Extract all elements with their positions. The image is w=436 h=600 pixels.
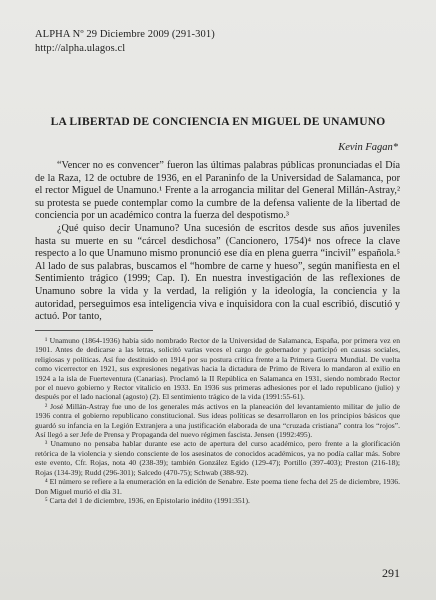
article-body bbox=[35, 160, 400, 324]
article-author: Kevin Fagan* bbox=[338, 142, 398, 153]
page-number: 291 bbox=[382, 566, 400, 580]
journal-citation: ALPHA Nº 29 Diciembre 2009 (291-301) bbox=[35, 29, 215, 40]
footnote-divider bbox=[35, 330, 153, 331]
journal-header bbox=[35, 28, 215, 56]
footnotes bbox=[35, 336, 400, 505]
body-paragraph: ¿Qué quiso decir Unamuno? Una sucesión de escritos desde sus años juveniles hasta su muerte en su “cárcel desdichosa” (Cancionero, 1754)⁴ nos ofrece la clave respecto a lo que Unamuno mismo pronunció ese día en plena guerra “incivil” española.⁵ Al lado de sus palabras, buscamos el “hombre de carne y hueso”, según manifiesta en el Sentimiento trágico (1999; Cap. I). En nuestra investigación de las reflexiones de Unamuno sobre la vida y la verdad, la religión y la ideología, la conciencia y la autoridad, perseguimos esa inteligencia viva e inquisidora con la cual escribió, discutió y actuó. Por tanto, bbox=[35, 222, 400, 323]
footnote: ³ Unamuno no pensaba hablar durante ese acto de apertura del curso académico, pero frente a la glorificación retórica de la violencia y siendo consciente de los asesinatos de conocidos académicos, ya no podía callar más. Sobre este evento, Cfr. Rojas, nota 40 (238-39); también González Egido (129-47); Portillo (397-403); Preston (216-18); Rojas (134-39); Rudd (296-301); Salcedo (470-75); Schwab (388-92). bbox=[35, 439, 400, 477]
article-title: LA LIBERTAD DE CONCIENCIA EN MIGUEL DE UNAMUNO bbox=[50, 116, 386, 128]
journal-url[interactable]: http://alpha.ulagos.cl bbox=[35, 43, 126, 54]
footnote: ² José Millán-Astray fue uno de los generales más activos en la planeación del levantamiento militar de julio de 1936 contra el gobierno republicano constitucional. Sus ideas políticas se desarrollaron en los principios básicos que guardó su infancia en la Legión Extranjera a una justificación elaborada de una “cruzada cristiana” contra los “rojos”. Así llegó a ser Jefe de Prensa y Propaganda del nuevo régimen fascista. Jensen (1992:495). bbox=[35, 401, 400, 440]
body-paragraph: “Vencer no es convencer” fueron las últimas palabras públicas pronunciadas el Día de la Raza, 12 de octubre de 1936, en el Paraninfo de la Universidad de Salamanca, por el rector Miguel de Unamuno.¹ Frente a la arrogancia militar del General Millán-Astray,² su protesta se puede contemplar como la cumbre de la defensa valiente de la libertad de conciencia por un académico contra la fuerza del despotismo.³ bbox=[35, 160, 400, 222]
footnote: ⁴ El número se refiere a la enumeración en la edición de Senabre. Este poema tiene fecha del 25 de diciembre, 1936. Don Miguel murió el día 31. bbox=[35, 477, 400, 496]
footnote: ¹ Unamuno (1864-1936) había sido nombrado Rector de la Universidad de Salamanca, España, por primera vez en 1901. Antes de dedicarse a las letras, solicitó varias veces el cargo de gobernador y participó en causas sociales, religiosas y políticas. Así fue destituido en 1914 por su postura crítica frente a la Primera Guerra Mundial. De vuelta como vicerrector en 1921, sus expresiones negativas hacia la dictadura de Primo de Rivera lo mandaron al exilio en 1924 a la isla de Fuerteventura (Canarias). Proclamó la II República en Salamanca en 1931, siendo nombrado Rector por el nuevo gobierno y Rector vitalicio en 1933. En 1936 sus primeras adhesiones por el lado republicano (julio) y después por el lado nacional (agosto) (2). El sentimiento trágico de la vida (1991:55-61). bbox=[35, 336, 400, 402]
footnote: ⁵ Carta del 1 de diciembre, 1936, en Epistolario inédito (1991:351). bbox=[45, 495, 250, 505]
